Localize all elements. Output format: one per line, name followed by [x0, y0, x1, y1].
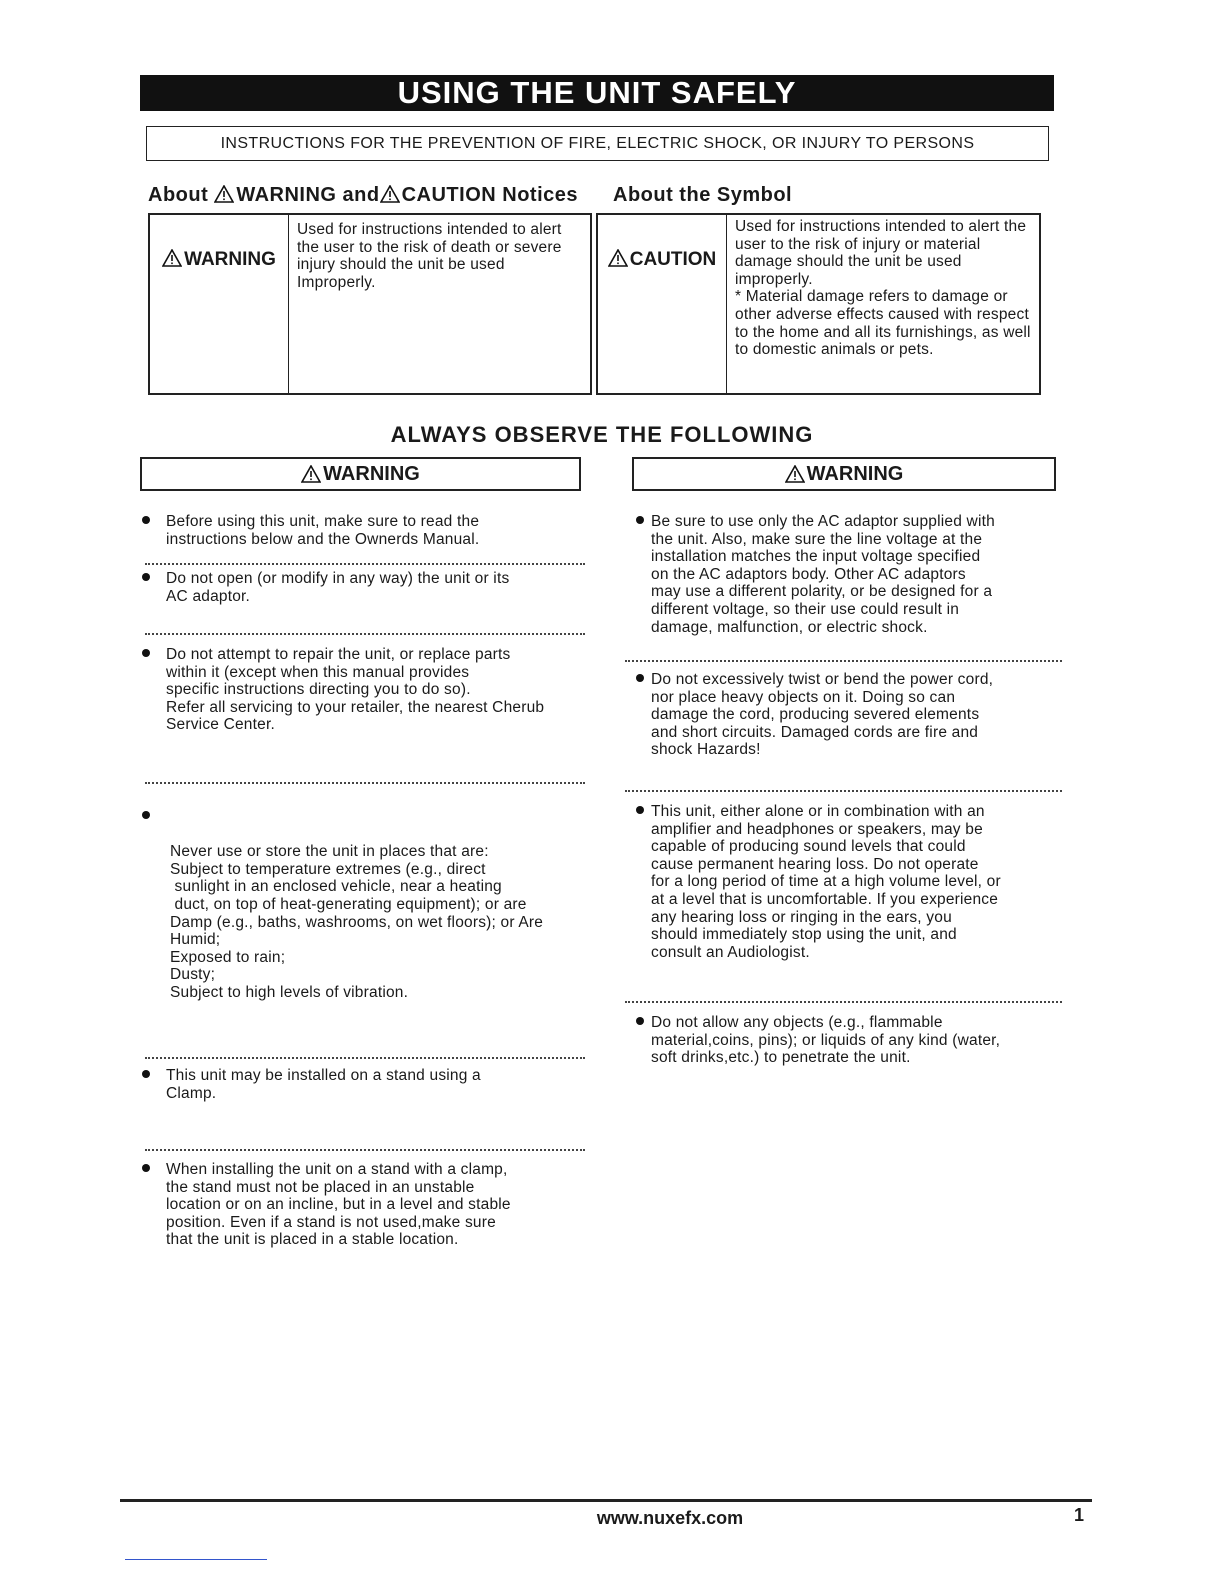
observe-heading: ALWAYS OBSERVE THE FOLLOWING [390, 422, 814, 447]
left-item-1: Before using this unit, make sure to read the instructions below and the Ownerds Manual. [166, 513, 480, 548]
caution-notice-text [727, 215, 1039, 393]
heading-warning: WARNING and [236, 184, 380, 206]
heading-prefix: About [148, 184, 215, 206]
caution-notice-table [596, 213, 1041, 395]
subtitle-box: INSTRUCTIONS FOR THE PREVENTION OF FIRE, ELECTRIC SHOCK, OR INJURY TO PERSONS [146, 126, 1049, 161]
right-item-4: Do not allow any objects (e.g., flammable material,coins, pins); or liquids of any kind (water, soft drinks,etc.) to penetrate the unit. [651, 1014, 1001, 1067]
notices-heading [148, 184, 578, 207]
bullet-icon [142, 516, 150, 524]
bullet-icon [636, 1017, 644, 1025]
footer-rule [120, 1499, 1092, 1502]
right-item-2: Do not excessively twist or bend the power cord, nor place heavy objects on it. Doing so can damage the cord, producing severed elements and short circuits. Damaged cords are fire and shock Hazards! [651, 671, 994, 759]
warning-triangle-icon [301, 465, 321, 483]
divider [625, 1001, 1062, 1003]
bullet-icon [636, 674, 644, 682]
left-item-2: Do not open (or modify in any way) the unit or its AC adaptor. [166, 570, 510, 605]
page-number: 1 [1074, 1505, 1085, 1525]
footer-url[interactable]: www.nuxefx.com [596, 1508, 744, 1528]
caution-notice-label: CAUTION [598, 215, 727, 393]
bullet-icon [636, 806, 644, 814]
right-item-1: Be sure to use only the AC adaptor supplied with the unit. Also, make sure the line voltage at the installation matches the input voltage specified on the AC adaptors body. Other AC adaptors may use a different polarity, or be designed for a different voltage, so their use could result in damage, malfunction, or electric shock. [651, 513, 995, 636]
caution-text-line: Used for instructions intended to alert the user to the risk of injury or material damage should the unit be used improperly. [735, 218, 1027, 288]
divider [145, 782, 585, 784]
bullet-icon [636, 516, 644, 524]
left-item-3: Do not attempt to repair the unit, or replace parts within it (except when this manual provides specific instructions directing you to do so). Refer all servicing to your retailer, the nearest Cherub Service Center. [166, 646, 545, 734]
warning-triangle-icon [162, 249, 182, 267]
caution-text-line: * Material damage refers to damage or other adverse effects caused with respect to the home and all its furnishings, as well to domestic animals or pets. [735, 288, 1031, 359]
divider [145, 563, 585, 565]
bullet-icon [142, 1164, 150, 1172]
bullet-icon [142, 1070, 150, 1078]
left-item-5: This unit may be installed on a stand using a Clamp. [166, 1067, 481, 1102]
left-item-4: Never use or store the unit in places that are: Subject to temperature extremes (e.g., direct sunlight in an enclosed vehicle, near a heating duct, on top of heat-generating equipment); or are Damp (e.g., baths, washrooms, on wet floors); or Are Humid; Exposed to rain; Dusty; Subject to high levels of vibration. [170, 843, 544, 1001]
divider [145, 1149, 585, 1151]
left-item-6: When installing the unit on a stand with a clamp, the stand must not be placed in an unstable location or on an incline, but in a level and stable position. Even if a stand is not used,make sure that the unit is placed in a stable location. [166, 1161, 511, 1249]
warning-notice-table [148, 213, 592, 395]
divider [145, 633, 585, 635]
warning-triangle-icon [214, 185, 234, 203]
divider [145, 1057, 585, 1059]
bullet-icon [142, 649, 150, 657]
warning-notice-label: WARNING [150, 215, 289, 393]
warning-triangle-icon [785, 465, 805, 483]
page-title: USING THE UNIT SAFELY [140, 75, 1054, 111]
right-item-3: This unit, either alone or in combination with an amplifier and headphones or speakers, may be capable of producing sound levels that could cause permanent hearing loss. Do not operate for a long period of time at a high volume level, or at a level that is uncomfortable. If you experience any hearing loss or ringing in the ears, you should immediately stop using the unit, and consult an Audiologist. [651, 803, 1001, 961]
left-warning-box: WARNING [140, 457, 581, 491]
symbol-heading: About the Symbol [613, 184, 793, 206]
divider [625, 660, 1062, 662]
heading-caution: CAUTION Notices [401, 184, 578, 206]
divider [625, 790, 1062, 792]
right-warning-box: WARNING [632, 457, 1056, 491]
bullet-icon [142, 573, 150, 581]
link-underline [125, 1559, 267, 1560]
bullet-icon [142, 811, 150, 819]
caution-triangle-icon [608, 249, 628, 267]
warning-notice-text: Used for instructions intended to alert the user to the risk of death or severe injury should the unit be used Improperly. [297, 221, 562, 291]
caution-triangle-icon [380, 185, 400, 203]
